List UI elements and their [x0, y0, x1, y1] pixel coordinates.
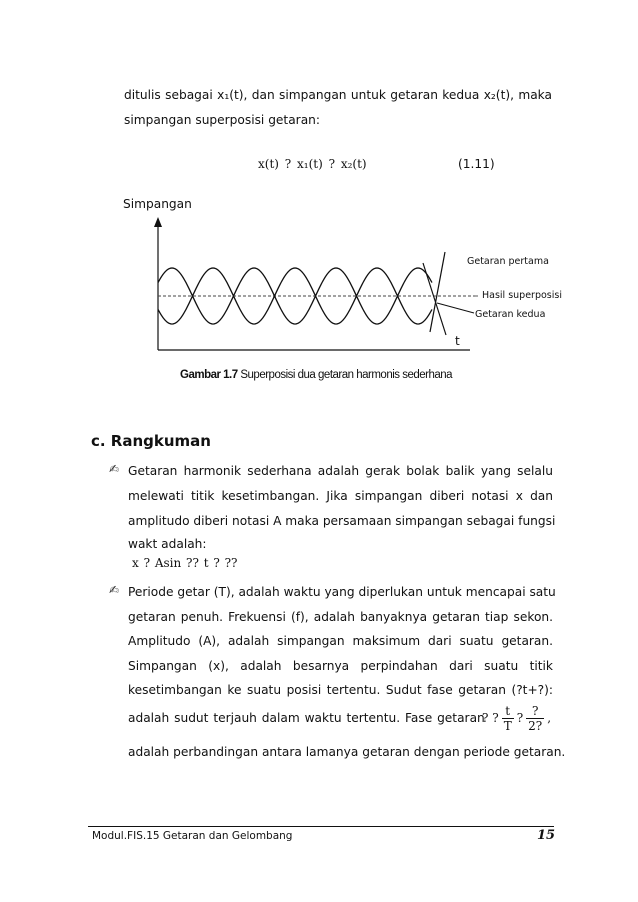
pen-bullet-icon: ✍ [109, 583, 120, 597]
intro-line-1: ditulis sebagai x₁(t), dan simpangan untuk getaran kedua x₂(t), maka [124, 88, 552, 102]
phase-formula-suffix: , [547, 711, 552, 725]
bullet2-line-4: Simpangan (x), adalah besarnya perpindahan dari suatu titik [128, 659, 553, 673]
bullet1-line-2: melewati titik kesetimbangan. Jika simpangan diberi notasi x dan [128, 489, 553, 503]
bullet2-line-3: Amplitudo (A), adalah simpangan maksimum dari suatu getaran. [128, 634, 553, 648]
bullet1-line-4: wakt adalah: [128, 537, 207, 551]
second-wave-pointer [423, 263, 446, 335]
bullet2-line-2: getaran penuh. Frekuensi (f), adalah banyaknya getaran tiap sekon. [128, 610, 553, 624]
fraction-phase-over-2pi [526, 704, 544, 733]
bullet1-formula: x ? Asin ?? t ? ?? [132, 556, 238, 570]
fraction-t-numerator: t [502, 704, 514, 719]
caption-number: Gambar 1.7 [180, 369, 238, 381]
fraction-phase-numerator: ? [526, 704, 544, 719]
pen-bullet-icon: ✍ [109, 462, 120, 476]
superposition-figure [140, 215, 580, 360]
x-axis-label: t [455, 334, 460, 348]
phase-formula-operator: ? [516, 711, 524, 725]
caption-text: Superposisi dua getaran harmonis sederhana [240, 369, 453, 381]
figure-y-axis-label: Simpangan [123, 197, 192, 211]
bullet2-phase-line: adalah sudut terjauh dalam waktu tertentu. Fase getaran [128, 711, 485, 725]
y-axis-arrow [154, 217, 162, 227]
bullet1-line-3: amplitudo diberi notasi A maka persamaan simpangan sebagai fungsi [128, 514, 556, 528]
footer-module-title: Modul.FIS.15 Getaran dan Gelombang [92, 830, 293, 842]
fraction-phase-denominator: 2? [528, 718, 543, 733]
bullet2-line-1: Periode getar (T), adalah waktu yang diperlukan untuk mencapai satu [128, 585, 556, 599]
bullet2-last-line: adalah perbandingan antara lamanya getaran dengan periode getaran. [128, 745, 566, 759]
phase-formula-prefix: ? ? [482, 711, 499, 725]
bullet1-line-1: Getaran harmonik sederhana adalah gerak bolak balik yang selalu [128, 464, 553, 478]
second-wave-label: Getaran kedua [475, 309, 546, 320]
fraction-t-over-T [502, 704, 514, 733]
section-heading: c. Rangkuman [91, 432, 211, 450]
footer-rule [88, 826, 554, 827]
equation-number: (1.11) [458, 157, 495, 171]
fraction-t-denominator: T [503, 718, 512, 733]
equation-1-11: x(t) ? x₁(t) ? x₂(t) [258, 157, 367, 171]
intro-line-2: simpangan superposisi getaran: [124, 113, 320, 127]
superposition-label: Hasil superposisi [482, 290, 562, 301]
page-number: 15 [537, 828, 556, 843]
second-wave-leader [437, 303, 474, 313]
bullet2-line-5: kesetimbangan ke suatu posisi tertentu. Sudut fase getaran (?t+?): [128, 683, 553, 697]
first-wave-label: Getaran pertama [467, 256, 549, 267]
phase-formula [482, 700, 551, 736]
figure-caption [180, 369, 452, 381]
